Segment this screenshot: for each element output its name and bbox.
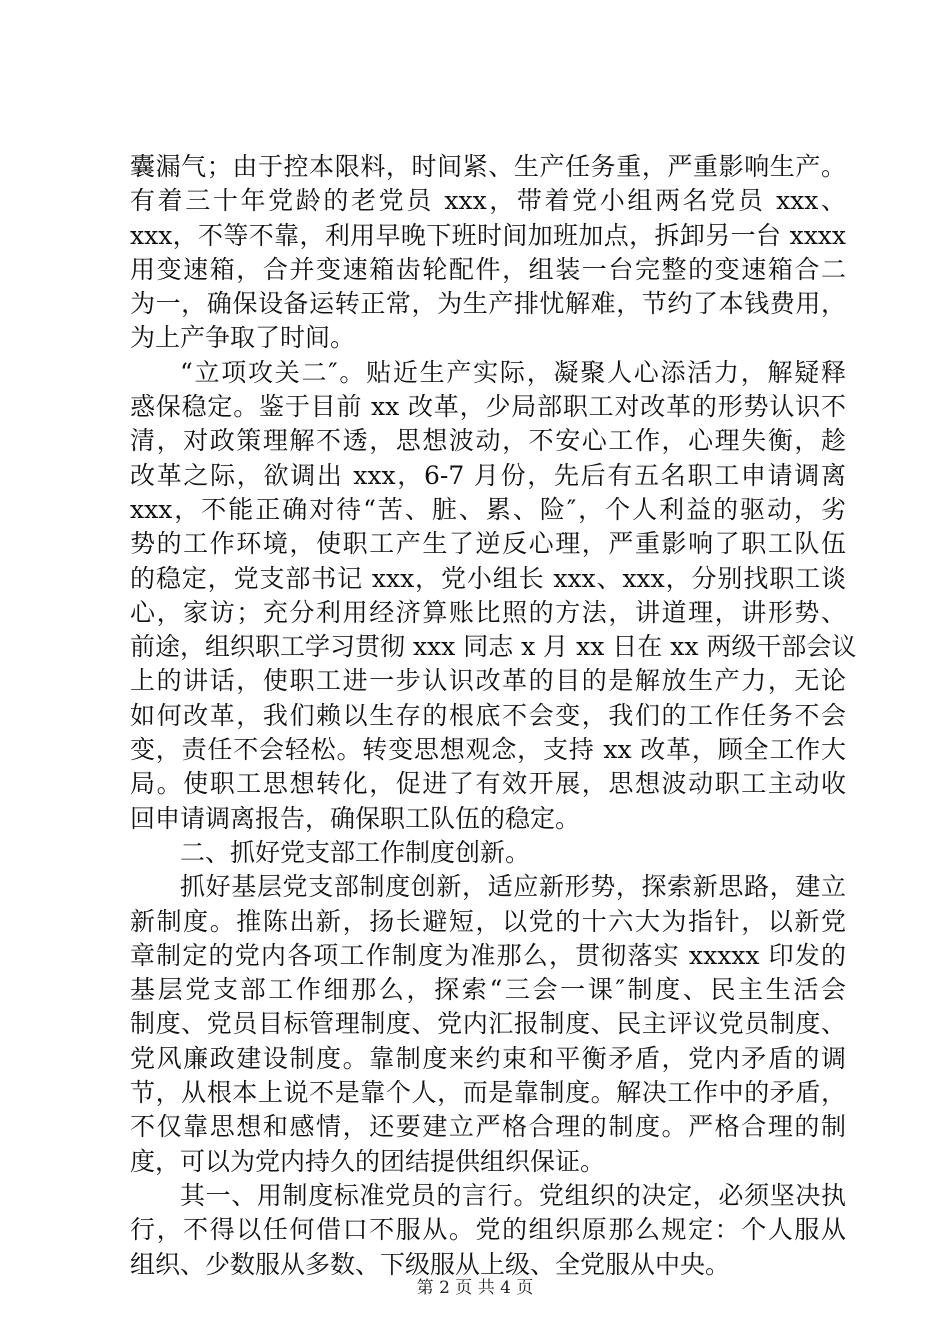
text-line: “立项攻关二″。贴近生产实际，凝聚人心添活力，解疑释	[180, 357, 846, 387]
text-line: 其一、用制度标准党员的言行。党组织的决定，必须坚决执	[180, 1180, 846, 1210]
text-line: 组织、少数服从多数、下级服从上级、全党服从中央。	[130, 1249, 731, 1279]
text-line: 党风廉政建设制度。靠制度来约束和平衡矛盾，党内矛盾的调	[130, 1043, 846, 1073]
text-line: 制度、党员目标管理制度、党内汇报制度、民主评议党员制度、	[130, 1009, 846, 1039]
text-line: 节，从根本上说不是靠个人，而是靠制度。解决工作中的矛盾，	[130, 1078, 846, 1108]
text-line: 势的工作环境，使职工产生了逆反心理，严重影响了职工队伍	[130, 529, 846, 559]
body-text	[130, 150, 857, 1282]
text-line: 度，可以为党内持久的团结提供组织保证。	[130, 1146, 606, 1176]
text-line: 有着三十年党龄的老党员 xxx，带着党小组两名党员 xxx、	[130, 186, 846, 216]
text-line: 回申请调离报告，确保职工队伍的稳定。	[130, 803, 581, 833]
text-line: 为上产争取了时间。	[130, 323, 356, 353]
text-line: 为一，确保设备运转正常，为生产排忧解难，节约了本钱费用，	[130, 289, 846, 319]
text-line: 囊漏气；由于控本限料，时间紧、生产任务重，严重影响生产。	[130, 152, 846, 181]
text-line: 清，对政策理解不透，思想波动，不安心工作，心理失衡，趁	[130, 426, 846, 456]
text-line: 行，不得以任何借口不服从。党的组织原那么规定：个人服从	[130, 1215, 846, 1245]
page-footer: 第 2 页 共 4 页	[416, 1278, 534, 1298]
text-line: 局。使职工思想转化，促进了有效开展，思想波动职工主动收	[130, 769, 846, 799]
text-line: 基层党支部工作细那么，探索“三会一课″制度、民主生活会	[130, 975, 846, 1005]
section-heading: 二、抓好党支部工作制度创新。	[180, 837, 531, 867]
text-line: 如何改革，我们赖以生存的根底不会变，我们的工作任务不会	[130, 700, 846, 730]
text-line: 新制度。推陈出新，扬长避短，以党的十六大为指针，以新党	[130, 906, 846, 936]
text-line: xxx，不能正确对待“苦、脏、累、险″，个人利益的驱动，劣	[130, 494, 846, 524]
text-line: 章制定的党内各项工作制度为准那么，贯彻落实 xxxxx 印发的	[130, 940, 846, 970]
text-line: 的稳定，党支部书记 xxx，党小组长 xxx、xxx，分别找职工谈	[130, 563, 846, 593]
text-line: 不仅靠思想和感情，还要建立严格合理的制度。严格合理的制	[130, 1112, 846, 1142]
text-line: 变，责任不会轻松。转变思想观念，支持 xx 改革，顾全工作大	[130, 735, 846, 765]
text-line: 改革之际，欲调出 xxx，6-7 月份，先后有五名职工申请调离	[130, 460, 846, 490]
text-line: 用变速箱，合并变速箱齿轮配件，组装一台完整的变速箱合二	[130, 254, 846, 284]
text-line: 前途，组织职工学习贯彻 xxx 同志 x 月 xx 日在 xx 两级干部会议	[130, 632, 857, 662]
text-line: 上的讲话，使职工进一步认识改革的目的是解放生产力，无论	[130, 666, 846, 696]
text-line: xxx，不等不靠，利用早晚下班时间加班加点，拆卸另一台 xxxx	[130, 220, 846, 250]
text-line: 心，家访；充分利用经济算账比照的方法，讲道理，讲形势、	[130, 597, 846, 627]
text-line: 惑保稳定。鉴于目前 xx 改革，少局部职工对改革的形势认识不	[130, 392, 846, 422]
text-line: 抓好基层党支部制度创新，适应新形势，探索新思路，建立	[180, 872, 846, 902]
